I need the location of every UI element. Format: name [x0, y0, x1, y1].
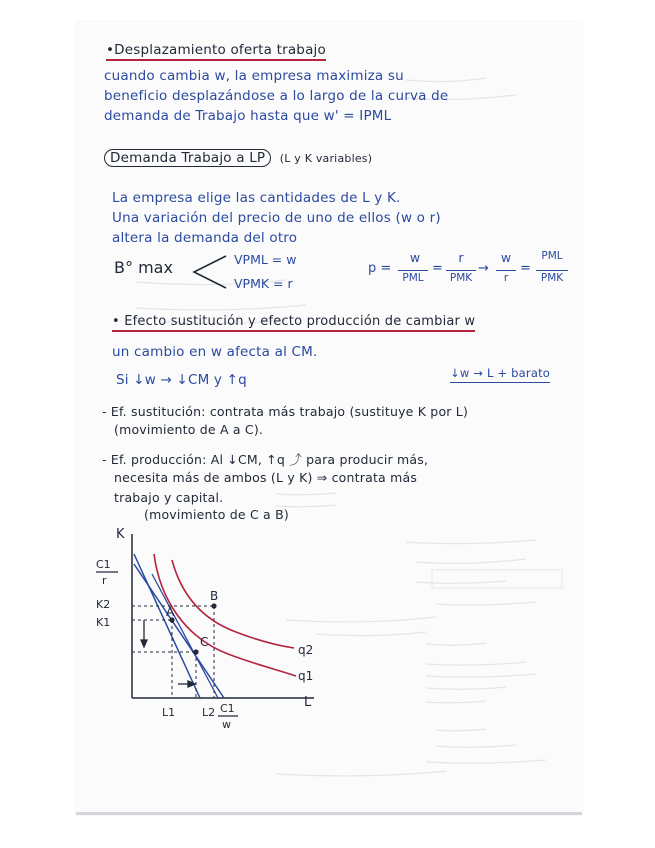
heading-note: (L y K variables) — [279, 152, 373, 165]
label-l2: L2 — [202, 706, 216, 719]
formula-p-eq: p = — [368, 261, 392, 276]
heading-desplazamiento — [106, 42, 326, 58]
heading-efecto-text: • Efecto sustitución y efecto producción de cambiar w — [112, 314, 475, 332]
label-k2: K2 — [96, 598, 111, 611]
label-c1w-num: C1 — [220, 702, 235, 715]
fraction-denominator: r — [496, 270, 516, 284]
text-line: (movimiento de C a B) — [144, 507, 289, 522]
label-c1r-num: C1 — [96, 558, 111, 571]
label-q1: q1 — [298, 669, 314, 683]
label-point-a: A — [166, 605, 175, 619]
equals-sign: = — [520, 261, 531, 276]
boxed-heading: Demanda Trabajo a LP — [104, 149, 271, 167]
label-point-b: B — [210, 589, 219, 603]
text-line-produccion: - Ef. producción: Al ↓CM, ↑q ⤴ para producir más, — [102, 452, 429, 467]
text-line: La empresa elige las cantidades de L y K. — [112, 190, 401, 206]
brace-icon — [190, 252, 230, 292]
fraction-numerator: r — [458, 250, 464, 265]
isocost-line-2 — [134, 564, 224, 698]
text-line: trabajo y capital. — [114, 490, 224, 505]
fraction-numerator: w — [409, 250, 421, 265]
text-line: demanda de Trabajo hasta que w' = IPML — [104, 108, 392, 124]
text-line: Si ↓w → ↓CM y ↑q — [116, 372, 247, 388]
text-line: cuando cambia w, la empresa maximiza su — [104, 68, 404, 84]
isoquant-graph — [96, 520, 336, 742]
text-line: altera la demanda del otro — [112, 230, 298, 246]
side-note — [450, 366, 550, 380]
heading-efecto-sustitucion — [112, 314, 475, 329]
label-c1w-den: w — [222, 718, 231, 731]
heading-demanda-lp — [104, 150, 372, 166]
side-note-text: ↓w → L + barato — [450, 366, 550, 383]
label-k1: K1 — [96, 616, 111, 629]
text-line: un cambio en w afecta al CM. — [112, 344, 318, 360]
text-line: Una variación del precio de uno de ellos (w o r) — [112, 210, 441, 226]
text-line: (movimiento de A a C). — [114, 422, 264, 437]
formula-cond-vpmk: VPMK = r — [234, 276, 293, 291]
label-point-c: C — [200, 635, 209, 649]
fraction-denominator: PML — [398, 270, 428, 284]
fraction-numerator: PML — [541, 250, 563, 262]
text-line-sustitucion: - Ef. sustitución: contrata más trabajo (sustituye K por L) — [102, 404, 469, 419]
equals-sign: = — [432, 261, 443, 276]
fraction-denominator: PMK — [536, 270, 568, 284]
text-line: necesita más de ambos (L y K) ⇒ contrata más — [114, 470, 418, 485]
formula-cond-vpml: VPML = w — [234, 252, 297, 267]
axis-label-k: K — [116, 527, 125, 542]
point-b-dot — [211, 603, 216, 608]
fraction-numerator: w — [500, 250, 512, 265]
label-l1: L1 — [162, 706, 176, 719]
isoquant-q2 — [172, 560, 294, 648]
axis-label-l: L — [304, 695, 312, 710]
point-c-dot — [193, 649, 198, 654]
label-c1r-den: r — [102, 574, 107, 587]
fraction-denominator: PMK — [446, 270, 476, 284]
heading-desplazamiento-text: •Desplazamiento oferta trabajo — [106, 42, 326, 61]
formula-lhs: B° max — [114, 258, 173, 277]
arrow-icon: → — [478, 261, 489, 276]
label-q2: q2 — [298, 643, 314, 657]
text-line: beneficio desplazándose a lo largo de la curva de — [104, 88, 449, 104]
